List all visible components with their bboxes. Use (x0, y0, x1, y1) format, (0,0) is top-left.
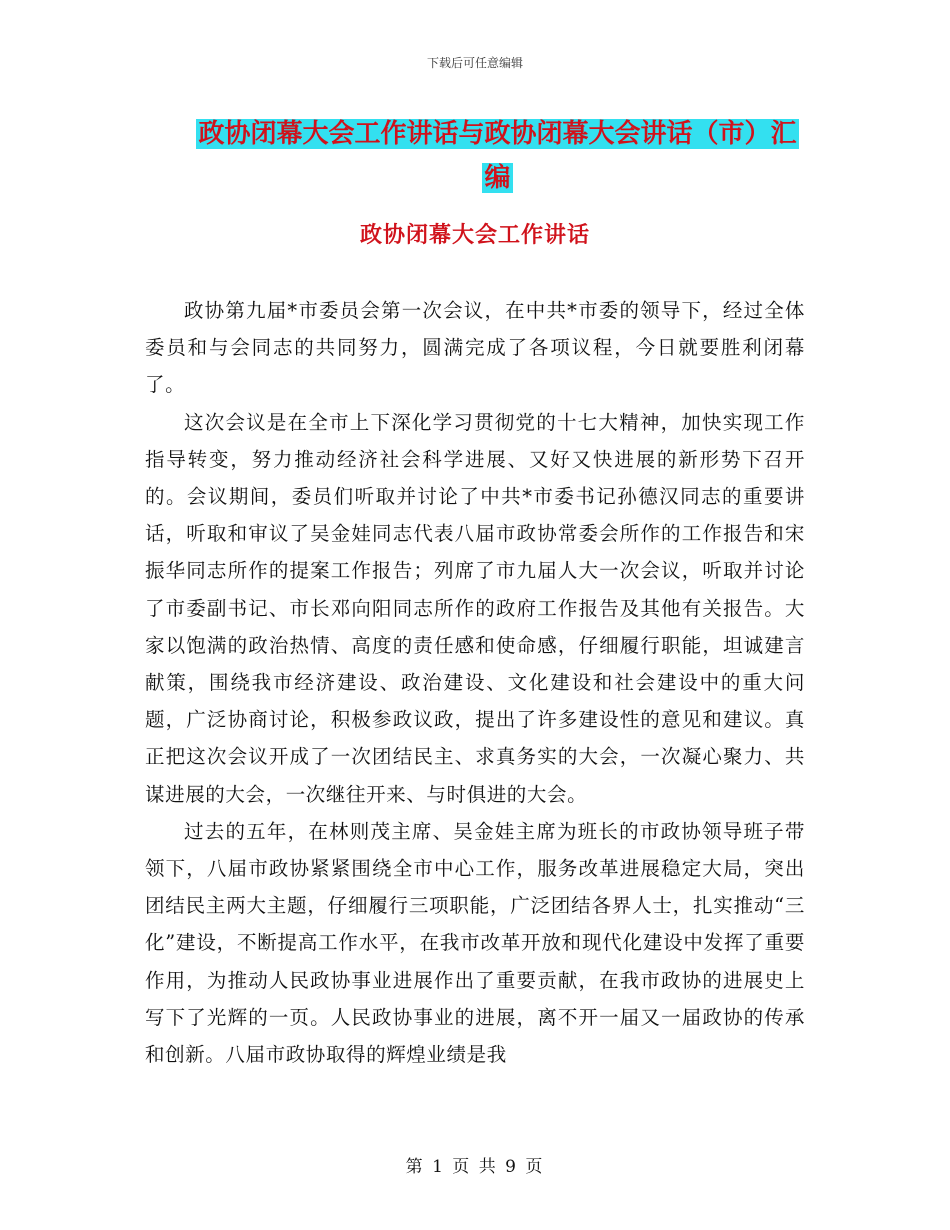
section-title: 政协闭幕大会工作讲话 (359, 223, 590, 248)
page-number: 第 1 页 共 9 页 (405, 1157, 545, 1177)
document-title (190, 112, 805, 200)
paragraph-2: 这次会议是在全市上下深化学习贯彻党的十七大精神，加快实现工作指导转变，努力推动经济社会科学进展、又好又快进展的新形势下召开的。会议期间，委员们听取并讨论了中共*市委书记孙德汉同志的重要讲话，听取和审议了吴金娃同志代表八届市政协常委会所作的工作报告和宋振华同志所作的提案工作报告；列席了市九届人大一次会议，听取并讨论了市委副书记、市长邓向阳同志所作的政府工作报告及其他有关报告。大家以饱满的政治热情、高度的责任感和使命感，仔细履行职能，坦诚建言献策，围绕我市经济建设、政治建设、文化建设和社会建设中的重大问题，广泛协商讨论，积极参政议政，提出了许多建设性的意见和建议。真正把这次会议开成了一次团结民主、求真务实的大会，一次凝心聚力、共谋进展的大会，一次继往开来、与时俱进的大会。 (145, 410, 805, 806)
download-note: 下载后可任意编辑 (426, 56, 523, 70)
document-title-text: 政协闭幕大会工作讲话与政协闭幕大会讲话（市）汇编 (198, 119, 797, 193)
document-body (145, 292, 805, 1073)
paragraph-3: 过去的五年，在林则茂主席、吴金娃主席为班长的市政协领导班子带领下，八届市政协紧紧围绕全市中心工作，服务改革进展稳定大局，突出团结民主两大主题，仔细履行三项职能，广泛团结各界人士，扎实推动“三化”建设，不断提高工作水平，在我市改革开放和现代化建设中发挥了重要作用，为推动人民政协事业进展作出了重要贡献，在我市政协的进展史上写下了光辉的一页。人民政协事业的进展，离不开一届又一届政协的传承和创新。八届市政协取得的辉煌业绩是我 (145, 819, 805, 1067)
paragraph-1: 政协第九届*市委员会第一次会议，在中共*市委的领导下，经过全体委员和与会同志的共同努力，圆满完成了各项议程，今日就要胜利闭幕了。 (145, 299, 805, 397)
